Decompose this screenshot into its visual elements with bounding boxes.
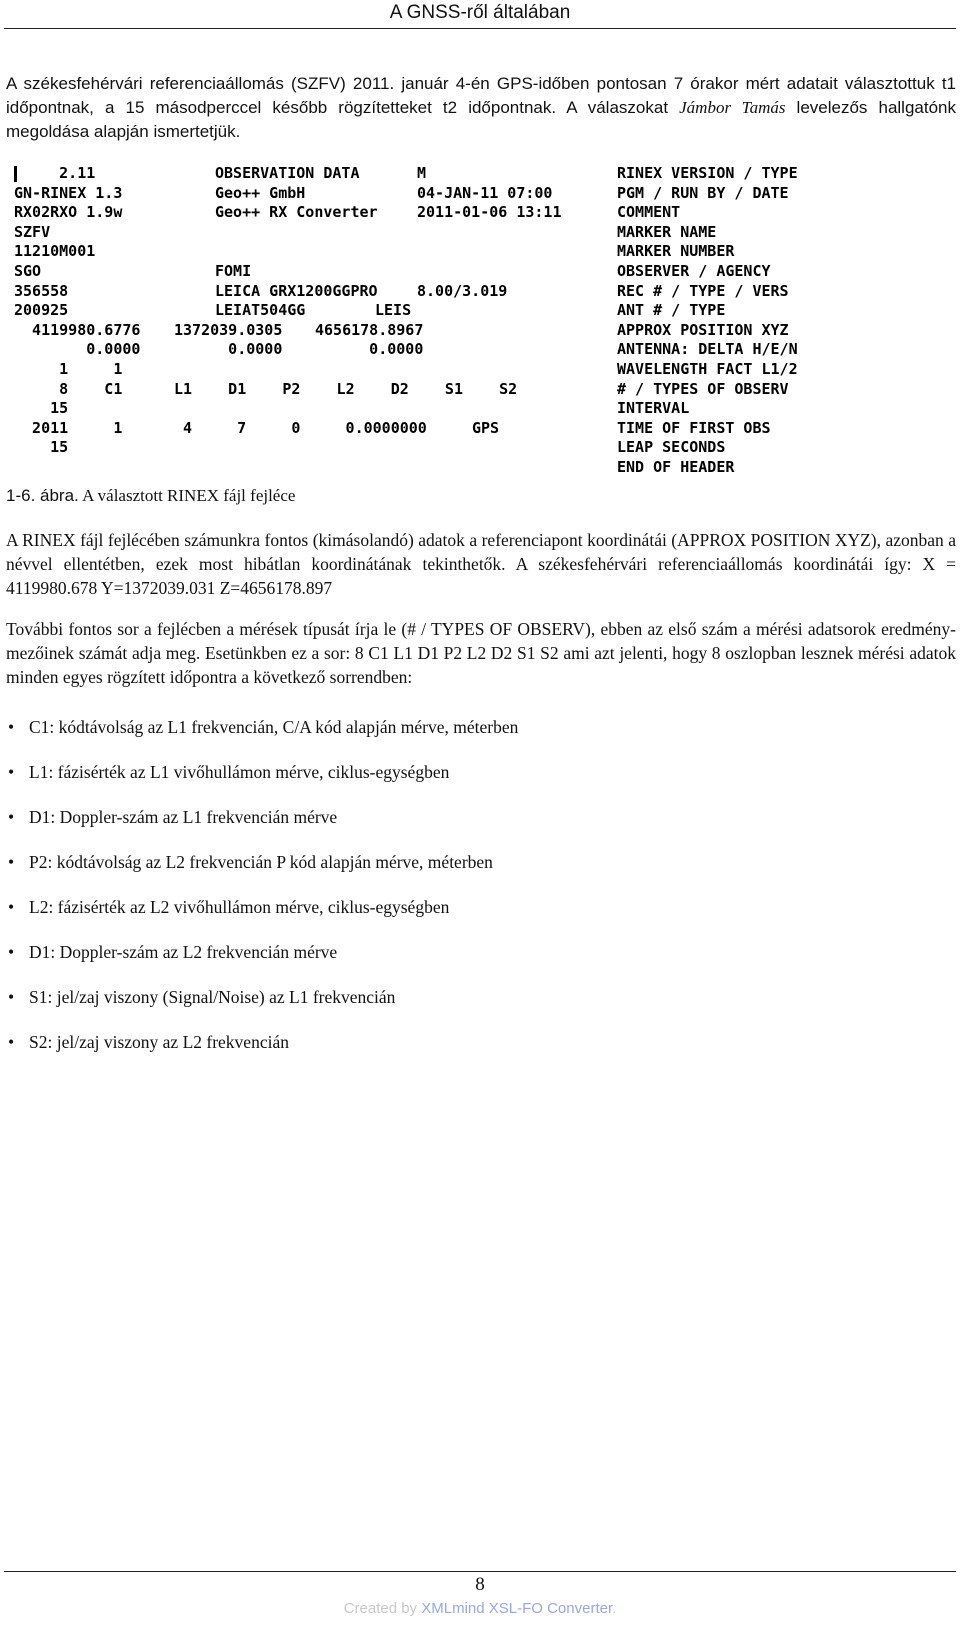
- rinex-label: OBSERVER / AGENCY: [617, 262, 771, 280]
- list-item-text: C1: kódtávolság az L1 frekvencián, C/A kód alapján mérve, méterben: [29, 717, 519, 737]
- list-item-text: D1: Doppler-szám az L2 frekvencián mérve: [29, 942, 338, 962]
- rinex-label: ANTENNA: DELTA H/E/N: [617, 340, 798, 359]
- rinex-field-1: 200925: [14, 301, 69, 320]
- list-item: [6, 850, 946, 895]
- intro-text-start: A székesfehérvári referenciaállomás (SZFV) 2011. január 4-én GPS-időben pontosan 7 órakor mért adatait választottuk t1 időpontnak, a 15 másodperccel később rögzítetteket t2 időpontnak. A válaszokat: [6, 74, 956, 117]
- rinex-field-1: SZFV: [14, 222, 51, 241]
- bullet-icon: •: [8, 987, 15, 1007]
- rinex-field-1: 4119980.6776: [14, 320, 141, 339]
- rinex-row: [14, 223, 864, 243]
- rinex-label: INTERVAL: [617, 399, 690, 418]
- list-item: [6, 985, 946, 1030]
- rinex-row: [14, 340, 864, 360]
- rinex-field-2: OBSERVATION DATA: [215, 164, 360, 182]
- bullet-icon: •: [8, 807, 15, 827]
- intro-text-end: levelezős hallgatónk megoldása alapján ismertetjük.: [6, 98, 957, 141]
- rinex-field-3: 04-JAN-11 07:00: [417, 183, 553, 202]
- rinex-row: [14, 282, 864, 302]
- figure-caption-text: A választott RINEX fájl fejléce: [78, 486, 296, 505]
- rinex-row: [14, 399, 864, 419]
- list-item-text: L1: fázisérték az L1 vivőhullámon mérve, ciklus-egységben: [29, 762, 450, 782]
- rinex-row: [14, 203, 864, 223]
- rinex-row: [14, 419, 864, 439]
- list-item: [6, 715, 946, 760]
- rinex-field-1: 15: [14, 399, 69, 418]
- rinex-label: REC # / TYPE / VERS: [617, 281, 789, 300]
- bullet-icon: •: [8, 1032, 15, 1052]
- rinex-field-2: LEICA GRX1200GGPRO: [215, 281, 378, 300]
- observation-type-list: [6, 715, 946, 1075]
- coordinates-paragraph: A RINEX fájl fejlécében számunkra fontos (kimásolandó) adatok a referenciapont koordinátái (APPROX POSITION XYZ), azonban a névvel ellentétben, ezek most hibátlan koordinátának tekinthetők. A székesfehérvári referenciaállomás koordinátái így: X = 4119980.678 Y=1372039.031 Z=4656178.897: [6, 530, 956, 598]
- rinex-label: PGM / RUN BY / DATE: [617, 183, 789, 202]
- rinex-row: [14, 164, 864, 184]
- rinex-row: [14, 380, 864, 400]
- figure-caption: [6, 484, 295, 508]
- rinex-label: TIME OF FIRST OBS: [617, 418, 771, 437]
- rinex-field-1: 356558: [14, 281, 69, 300]
- rinex-label: APPROX POSITION XYZ: [617, 320, 789, 339]
- rinex-field-2: Geo++ GmbH: [215, 183, 306, 202]
- rinex-field-1: 8 C1: [14, 379, 123, 398]
- credit-prefix: Created by: [343, 1600, 422, 1617]
- rinex-label: MARKER NAME: [617, 222, 717, 241]
- list-item: [6, 1030, 946, 1075]
- rinex-field-1: 1 1: [14, 360, 123, 378]
- rinex-row: [14, 262, 864, 282]
- intro-author-name: Jámbor Tamás: [679, 98, 786, 117]
- rinex-label: MARKER NUMBER: [617, 242, 735, 261]
- rinex-label: WAVELENGTH FACT L1/2: [617, 360, 798, 378]
- rinex-field-3: LEIS: [375, 301, 412, 320]
- rinex-field-3: 4656178.8967: [315, 320, 424, 339]
- list-item-text: S1: jel/zaj viszony (Signal/Noise) az L1 frekvencián: [29, 987, 396, 1007]
- rinex-label: ANT # / TYPE: [617, 301, 726, 320]
- credit-suffix: .: [612, 1600, 617, 1617]
- list-item-text: S2: jel/zaj viszony az L2 frekvencián: [29, 1032, 289, 1052]
- rinex-field-1: 0.0000: [14, 340, 141, 359]
- bullet-icon: •: [8, 717, 15, 737]
- rinex-row: [14, 458, 864, 478]
- observation-types-paragraph: További fontos sor a fejlécben a mérések típusát írja le (# / TYPES OF OBSERV), ebben az első szám a mérési adatsorok eredmény-mezőinek számát adja meg. Esetünkben ez a sor: 8 C1 L1 D1 P2 L2 D2 S1 S2 ami azt jelenti, hogy 8 oszlopban lesznek mérési adatok minden egyes rögzített időpontra a következő sorrendben:: [6, 619, 956, 687]
- header-divider: [4, 28, 956, 29]
- bullet-icon: •: [8, 942, 15, 962]
- rinex-row: [14, 360, 864, 380]
- rinex-field-2: Geo++ RX Converter: [215, 203, 378, 222]
- rinex-row: [14, 242, 864, 262]
- rinex-label: # / TYPES OF OBSERV: [617, 379, 789, 398]
- list-item: [6, 940, 946, 985]
- bullet-icon: •: [8, 762, 15, 782]
- list-item: [6, 760, 946, 805]
- rinex-label: LEAP SECONDS: [617, 438, 726, 457]
- figure-number: 1-6. ábra.: [6, 486, 79, 505]
- rinex-field-1: GN-RINEX 1.3: [14, 183, 123, 202]
- rinex-field-3: M: [417, 164, 427, 182]
- list-item: [6, 895, 946, 940]
- rinex-field-1: 2011 1: [14, 418, 123, 437]
- rinex-label: END OF HEADER: [617, 458, 735, 476]
- rinex-row: [14, 321, 864, 341]
- list-item: [6, 805, 946, 850]
- rinex-header-figure: [14, 164, 864, 484]
- rinex-field-1: RX02RXO 1.9w: [14, 203, 123, 222]
- rinex-field-3: 0.0000: [315, 340, 424, 359]
- rinex-field-3: 8.00/3.019: [417, 281, 508, 300]
- rinex-label: RINEX VERSION / TYPE: [617, 164, 798, 182]
- rinex-field-1: 11210M001: [14, 242, 96, 261]
- rinex-row: [14, 301, 864, 321]
- list-item-text: D1: Doppler-szám az L1 frekvencián mérve: [29, 807, 338, 827]
- running-header: [0, 0, 960, 28]
- list-item-text: P2: kódtávolság az L2 frekvencián P kód alapján mérve, méterben: [29, 852, 493, 872]
- page-number-text: 8: [475, 1574, 485, 1595]
- rinex-field-2: L1 D1 P2 L2 D2 S1 S2: [174, 379, 518, 398]
- bullet-icon: •: [8, 852, 15, 872]
- rinex-field-3: 2011-01-06 13:11: [417, 203, 562, 222]
- rinex-field-1: 15: [14, 438, 69, 457]
- rinex-field-1: 2.11: [14, 164, 96, 182]
- list-item-text: L2: fázisérték az L2 vivőhullámon mérve, ciklus-egységben: [29, 897, 450, 917]
- bullet-icon: •: [8, 897, 15, 917]
- rinex-field-2: 0.0000: [174, 340, 283, 359]
- rinex-label: COMMENT: [617, 203, 681, 222]
- converter-link[interactable]: XMLmind XSL-FO Converter: [421, 1600, 613, 1617]
- running-header-title: A GNSS-ről általában: [389, 2, 571, 23]
- rinex-field-2: FOMI: [215, 262, 252, 280]
- page-number: [0, 1572, 960, 1598]
- rinex-row: [14, 184, 864, 204]
- converter-credit: [0, 1598, 960, 1620]
- rinex-field-2: 4 7 0 0.0000000 GPS: [183, 418, 500, 437]
- rinex-field-2: LEIAT504GG: [215, 301, 306, 320]
- rinex-row: [14, 438, 864, 458]
- intro-paragraph: [6, 72, 956, 144]
- rinex-field-1: SGO: [14, 262, 42, 280]
- rinex-field-2: 1372039.0305: [174, 320, 283, 339]
